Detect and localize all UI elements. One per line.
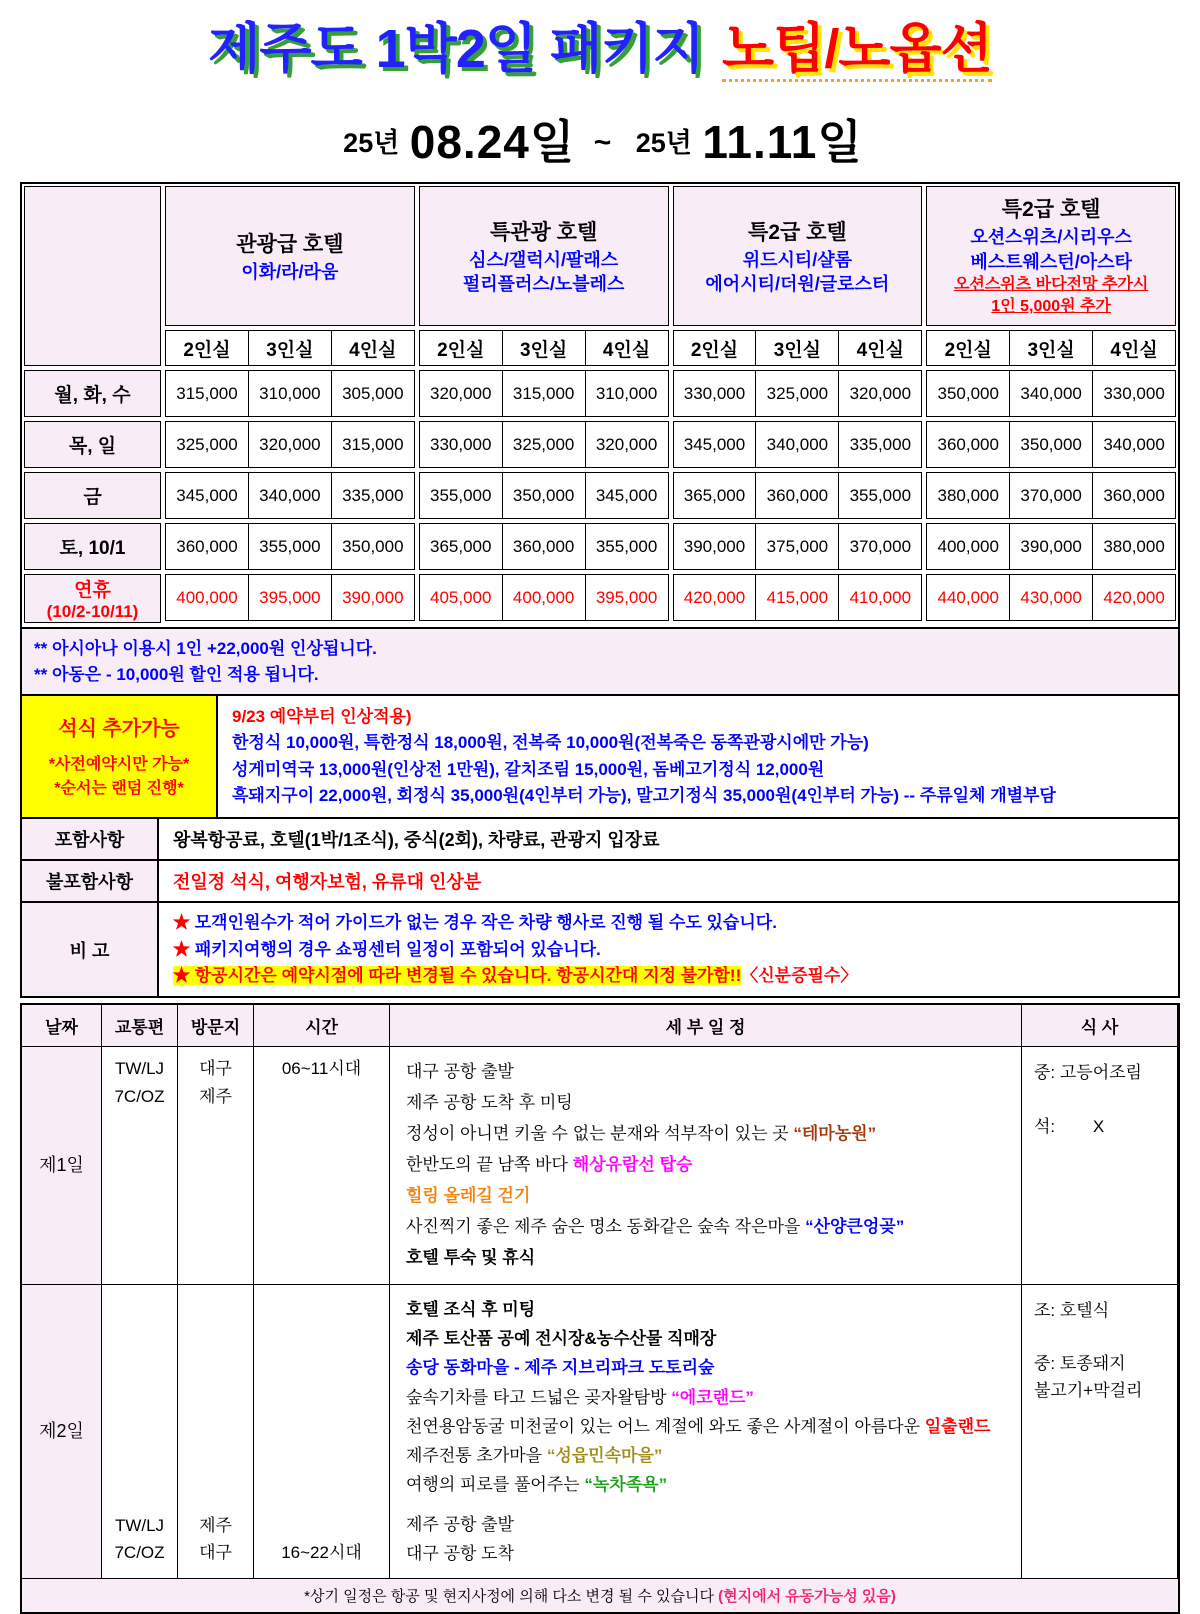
star-icon: ★ [173,966,190,986]
hotel-grade: 특2급 호텔 [748,220,847,244]
price-cell: 400,000 [165,574,249,621]
excluded-label: 불포함사항 [22,861,159,901]
price-cell: 415,000 [756,574,839,621]
schedule-line: 천연용암동굴 미천굴이 있는 어느 계절에 와도 좋은 사계절이 아름다운 일출랜드 [406,1416,991,1436]
col-header-transport: 교통편 [102,1005,178,1047]
hotel-group-4 [926,186,1176,326]
price-cell: 405,000 [419,574,503,621]
price-row-label: 연휴 (10/2-10/11) [24,574,161,623]
price-row-thu-sun [24,421,1176,468]
price-cell: 320,000 [586,421,669,468]
meal-line: 석: X [1034,1116,1105,1136]
price-cell: 345,000 [673,421,757,468]
schedule-line: 숲속기차를 타고 드넓은 곶자왈탐방 “에코랜드” [406,1387,754,1407]
schedule-line: 제주 공항 도착 후 미팅 [406,1093,573,1113]
price-cell: 420,000 [1093,574,1176,621]
day2-time: 16~22시대 [254,1285,390,1579]
schedule-line: 대구 공항 도착 [406,1543,514,1563]
title-highlight: 노팁/노옵션 [722,19,992,82]
dinner-menu-line: 한정식 10,000원, 특한정식 18,000원, 전복죽 10,000원(전복죽은 동쪽관광시에만 가능) [232,733,869,753]
price-cell: 320,000 [839,370,922,417]
price-table [22,184,1178,627]
price-cell: 355,000 [586,523,669,570]
dinner-price-notice: 9/23 예약부터 인상적용) [232,707,412,726]
page-title [20,12,1180,100]
hotel-names: 펄리플러스/노블레스 [462,274,625,294]
price-cell: 315,000 [165,370,249,417]
hotel-grade: 특관광 호텔 [489,220,598,244]
airline-child-notes [22,627,1178,694]
day2-destinations: 제주 대구 [178,1285,254,1579]
schedule-line: 힐링 올레길 걷기 [406,1186,531,1206]
included-label: 포함사항 [22,819,159,859]
itinerary-table [20,1003,1180,1614]
price-cell: 355,000 [249,523,332,570]
schedule-line: 여행의 피로를 풀어주는 “녹차족욕” [406,1475,668,1495]
price-cell: 350,000 [503,472,586,519]
price-header-row [24,186,1176,366]
price-cell: 370,000 [839,523,922,570]
dinner-addon-section [22,694,1178,817]
price-cell: 345,000 [586,472,669,519]
price-corner-cell [24,186,161,366]
col-header-time: 시간 [254,1005,390,1047]
price-cell: 430,000 [1010,574,1093,621]
dinner-addon-condition: *순서는 랜덤 진행* [54,780,184,798]
date-range [20,106,1180,172]
meal-line: 조: 호텔식 [1034,1300,1110,1320]
dinner-addon-title: 석식 추가가능 [58,718,180,741]
price-cell: 390,000 [1010,523,1093,570]
room-type: 3인실 [1010,330,1093,366]
day2-meals [1022,1285,1178,1579]
hotel-grade: 관광급 호텔 [236,232,344,256]
date-year-2: 25년 [635,128,692,158]
schedule-line: 사진찍기 좋은 제주 숨은 명소 동화같은 숲속 작은마을 “산양큰엉곶” [406,1217,905,1237]
price-cell: 390,000 [673,523,757,570]
price-cell: 325,000 [165,421,249,468]
price-cell: 310,000 [249,370,332,417]
day1-meals [1022,1047,1178,1285]
price-cell: 325,000 [756,370,839,417]
price-cell: 395,000 [249,574,332,621]
price-cell: 400,000 [926,523,1010,570]
price-cell: 350,000 [1010,421,1093,468]
day1-destinations: 대구 제주 [178,1047,254,1285]
schedule-line: 호텔 조식 후 미팅 [406,1299,536,1319]
price-row-fri [24,472,1176,519]
price-cell: 360,000 [503,523,586,570]
day1-schedule [390,1047,1022,1285]
room-type: 3인실 [756,330,839,366]
dinner-addon-condition: *사전예약시만 가능* [48,756,190,774]
price-cell: 380,000 [1093,523,1176,570]
price-cell: 355,000 [839,472,922,519]
room-type: 4인실 [1093,330,1176,366]
room-type: 4인실 [332,330,415,366]
price-cell: 360,000 [756,472,839,519]
schedule-line: 정성이 아니면 키울 수 없는 분재와 석부작이 있는 곳 “테마농원” [406,1124,877,1144]
hotel-names: 심스/갤럭시/팔래스 [469,249,619,270]
price-cell: 400,000 [503,574,586,621]
price-cell: 410,000 [839,574,922,621]
hotel-group-headers [161,186,1176,326]
room-type: 2인실 [673,330,757,366]
price-cell: 335,000 [332,472,415,519]
star-icon: ★ [173,939,190,959]
dinner-menu-list [218,696,1178,817]
price-cell: 355,000 [419,472,503,519]
price-cell: 370,000 [1010,472,1093,519]
footer-note: *상기 일정은 항공 및 현지사정에 의해 다소 변경 될 수 있습니다 [304,1588,714,1606]
price-row-mon-tue-wed [24,370,1176,417]
hotel-names: 베스트웨스턴/아스타 [970,251,1132,272]
col-header-date: 날짜 [22,1005,102,1047]
hotel-names: 이화/라/라움 [241,261,339,282]
date-end: 11.11일 [702,116,863,168]
day1-transport: TW/LJ 7C/OZ [102,1047,178,1285]
room-type: 4인실 [839,330,922,366]
price-cell: 390,000 [332,574,415,621]
schedule-line: 한반도의 끝 남쪽 바다 해상유람선 탑승 [406,1155,693,1175]
hotel-grade: 특2급 호텔 [1001,198,1101,222]
day1-label: 제1일 [22,1047,102,1285]
price-cell: 360,000 [926,421,1010,468]
price-cell: 335,000 [839,421,922,468]
hotel-group-2 [419,186,669,326]
hotel-names: 위드시티/샬롬 [742,249,853,270]
itinerary-grid [22,1005,1178,1612]
note-child: ** 아동은 - 10,000원 할인 적용 됩니다. [34,664,319,684]
room-type: 4인실 [586,330,669,366]
included-row [22,817,1178,859]
price-cell: 315,000 [332,421,415,468]
day2-label: 제2일 [22,1285,102,1579]
room-type: 2인실 [165,330,249,366]
date-year-1: 25년 [343,128,400,158]
col-header-destination: 방문지 [178,1005,254,1047]
schedule-line: 제주 토산품 공예 전시장&농수산물 직매장 [406,1329,717,1349]
remark-line: ★ 모객인원수가 적어 가이드가 없는 경우 작은 차량 행사로 진행 될 수도 있습니다. [173,913,777,933]
price-cell: 330,000 [419,421,503,468]
meal-line: 불고기+막걸리 [1034,1381,1143,1401]
day2-schedule [390,1285,1022,1579]
meal-line: 중: 토종돼지 [1034,1354,1126,1374]
day1-time: 06~11시대 [254,1047,390,1285]
price-cell: 395,000 [586,574,669,621]
price-cell: 375,000 [756,523,839,570]
col-header-meals: 식 사 [1022,1005,1178,1047]
price-row-label: 금 [24,472,161,519]
schedule-line: 제주 공항 출발 [406,1514,514,1534]
note-asiana: ** 아시아나 이용시 1인 +22,000원 인상됩니다. [34,639,377,658]
room-type-header-row [161,330,1176,366]
price-cell: 360,000 [1093,472,1176,519]
excluded-row [22,859,1178,901]
dinner-menu-line: 성게미역국 13,000원(인상전 1만원), 갈치조림 15,000원, 돔베고기정식 12,000원 [232,759,825,779]
price-row-label: 목, 일 [24,421,161,468]
included-value: 왕복항공료, 호텔(1박/1조식), 중식(2회), 차량료, 관광지 입장료 [173,830,660,851]
price-cell: 320,000 [249,421,332,468]
price-row-sat [24,523,1176,570]
date-tilde: ~ [593,126,612,159]
schedule-line: 대구 공항 출발 [406,1062,514,1082]
remarks-list [159,903,1178,996]
hotel-names: 에어시티/더원/글로스터 [705,274,890,294]
price-cell: 440,000 [926,574,1010,621]
price-cell: 340,000 [1093,421,1176,468]
col-header-schedule: 세 부 일 정 [390,1005,1022,1047]
price-cell: 365,000 [419,523,503,570]
title-main: 제주도 1박2일 패키지 [208,19,704,79]
price-cell: 330,000 [1093,370,1176,417]
schedule-line: 제주전통 초가마을 “성읍민속마을” [406,1446,663,1466]
price-cell: 380,000 [926,472,1010,519]
star-icon: ★ [173,913,190,933]
price-cell: 320,000 [419,370,503,417]
schedule-line: 송당 동화마을 - 제주 지브리파크 도토리숲 [406,1358,715,1378]
day2-transport: TW/LJ 7C/OZ [102,1285,178,1579]
schedule-line: 호텔 투숙 및 휴식 [406,1248,536,1268]
room-type: 3인실 [249,330,332,366]
remark-line: ★ 항공시간은 예약시점에 따라 변경될 수 있습니다. 항공시간대 지정 불가함!!〈신분증필수〉 [173,966,858,986]
price-row-holiday [24,574,1176,623]
price-cell: 350,000 [332,523,415,570]
remarks-label: 비 고 [22,903,159,996]
hotel-names: 오션스위츠/시리우스 [970,227,1132,248]
price-cell: 345,000 [165,472,249,519]
excluded-value: 전일정 석식, 여행자보험, 유류대 인상분 [173,872,482,893]
room-type: 2인실 [419,330,503,366]
price-cell: 340,000 [1010,370,1093,417]
dinner-menu-line: 흑돼지구이 22,000원, 회정식 35,000원(4인부터 가능), 말고기정식 35,000원(4인부터 가능) -- 주류일체 개별부담 [232,786,1056,806]
hotel-group-1 [165,186,415,326]
meal-line: 중: 고등어조림 [1034,1063,1142,1083]
footer-note-red: (현지에서 유동가능성 있음) [718,1588,896,1606]
date-start: 08.24일 [409,116,576,168]
ocean-view-note: 1인 5,000원 추가 [991,298,1111,316]
room-type: 2인실 [926,330,1010,366]
price-cell: 340,000 [756,421,839,468]
price-row-label: 토, 10/1 [24,523,161,570]
dinner-addon-box [22,696,218,817]
price-cell: 350,000 [926,370,1010,417]
price-cell: 420,000 [673,574,757,621]
price-cell: 305,000 [332,370,415,417]
price-cell: 310,000 [586,370,669,417]
price-cell: 315,000 [503,370,586,417]
price-cell: 330,000 [673,370,757,417]
price-cell: 365,000 [673,472,757,519]
price-cell: 325,000 [503,421,586,468]
hotel-group-3 [673,186,923,326]
price-cell: 340,000 [249,472,332,519]
itinerary-footer [22,1579,1178,1612]
room-type: 3인실 [503,330,586,366]
price-row-label: 월, 화, 수 [24,370,161,417]
ocean-view-note: 오션스위츠 바다전망 추가시 [953,275,1149,293]
price-cell: 360,000 [165,523,249,570]
price-info-block [20,182,1180,998]
remarks-row [22,901,1178,996]
remark-line: ★ 패키지여행의 경우 쇼핑센터 일정이 포함되어 있습니다. [173,939,601,959]
